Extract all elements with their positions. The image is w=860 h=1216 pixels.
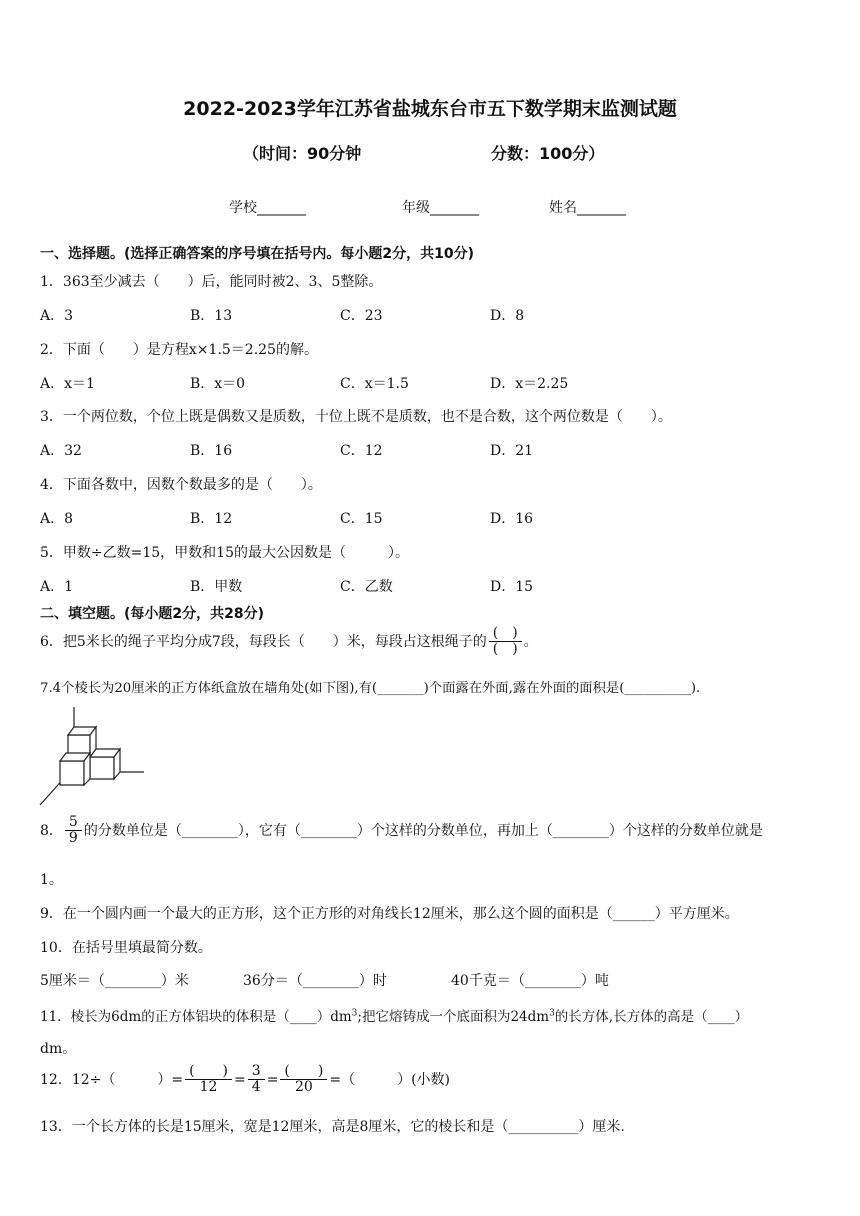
q12-end: =（ ）(小数) [329,1071,451,1088]
q2-option-a: A．x＝1 [40,376,95,392]
q12-f2-denominator: 4 [251,1079,261,1096]
question-8-continued: 1。 [40,872,63,888]
q12-f1-numerator: ( ) [185,1064,232,1080]
q6-end: 。 [523,633,538,650]
q4-option-c: C．15 [340,511,383,527]
question-12 [40,1064,450,1096]
q12-f3-numerator: ( ) [280,1064,327,1080]
q8-denominator: 9 [68,830,78,847]
q12-f1-denominator: 12 [199,1079,218,1096]
q3-option-b: B．16 [190,443,233,459]
q1-option-c: C．23 [340,308,383,324]
cube-corner-figure [38,705,148,807]
q6-numerator: ( ) [489,626,522,642]
q12-fraction-2 [248,1064,265,1096]
section1-heading: 一、选择题。(选择正确答案的序号填在括号内。每小题2分，共10分) [40,246,475,262]
q6-fraction [489,626,522,658]
q2-option-c: C．x＝1.5 [340,376,409,392]
question-1: 1．363至少减去（ ）后，能同时被2、3、5整除。 [40,274,383,290]
exam-time: （时间：90分钟 [243,144,362,163]
q12-fraction-1 [185,1064,232,1096]
q8-prefix: 8． [40,822,63,839]
school-field: 学校_______ [229,200,306,216]
q6-text: 6．把5米长的绳子平均分成7段，每段长（ ）米，每段占这根绳子的 [40,633,487,650]
exam-score: 分数：100分） [491,144,605,163]
question-5: 5．甲数÷乙数=15，甲数和15的最大公因数是（ ）。 [40,545,409,561]
q12-eq-2: = [266,1071,279,1088]
q10-item-a: 5厘米＝（________）米 [40,973,189,989]
q1-option-a: A．3 [40,308,74,324]
question-6 [40,626,538,658]
q11-part-b: ;把它熔铸成一个底面积为24dm [357,1009,550,1025]
q12-f3-denominator: 20 [294,1079,313,1096]
question-13: 13．一个长方体的长是15厘米，宽是12厘米，高是8厘米，它的棱长和是（__________）厘米. [40,1119,625,1135]
question-7: 7.4个棱长为20厘米的正方体纸盒放在墙角处(如下图),有(_______)个面露在外面,露在外面的面积是(__________). [40,681,701,696]
question-8 [40,815,763,847]
question-4: 4．下面各数中，因数个数最多的是（ ）。 [40,477,322,493]
q2-option-b: B．x＝0 [190,376,246,392]
q12-eq-1: = [234,1071,246,1088]
q10-item-b: 36分＝（________）时 [243,973,387,989]
q5-option-a: A．1 [40,579,74,595]
q3-option-d: D．21 [490,443,534,459]
question-10: 10．在括号里填最简分数。 [40,940,212,956]
q1-option-b: B．13 [190,308,233,324]
q5-option-d: D．15 [490,579,534,595]
q5-option-c: C．乙数 [340,579,393,595]
page-title: 2022-2023学年江苏省盐城东台市五下数学期末监测试题 [183,98,677,120]
grade-field: 年级_______ [402,200,479,216]
q11-sup-2: 3 [549,1008,555,1019]
q11-part-c: 的长方体,长方体的高是（____） [554,1009,749,1025]
name-field: 姓名_______ [549,200,626,216]
q8-text: 的分数单位是（________），它有（________）个这样的分数单位，再加上（________）个这样的分数单位就是 [83,822,763,839]
q10-item-c: 40千克＝（________）吨 [451,973,609,989]
q4-option-d: D．16 [490,511,534,527]
q12-prefix: 12．12÷（ ）= [40,1071,184,1088]
q8-fraction [65,815,82,847]
q11-part-a: 11．棱长为6dm的正方体铝块的体积是（____）dm [40,1009,352,1025]
question-3: 3．一个两位数，个位上既是偶数又是质数，十位上既不是质数，也不是合数，这个两位数是（ ）。 [40,409,672,425]
q3-option-a: A．32 [40,443,82,459]
question-11-continued: dm。 [40,1041,77,1057]
q2-option-d: D．x＝2.25 [490,376,569,392]
q5-option-b: B．甲数 [190,579,243,595]
q4-option-b: B．12 [190,511,233,527]
q4-option-a: A．8 [40,511,74,527]
q11-sup-1: 3 [351,1008,358,1019]
q6-denominator: ( ) [492,641,518,658]
q12-f2-numerator: 3 [248,1064,265,1080]
q12-fraction-3 [280,1064,327,1096]
q8-numerator: 5 [65,815,82,831]
section2-heading: 二、填空题。(每小题2分，共28分) [40,606,265,622]
q3-option-c: C．12 [340,443,383,459]
question-11 [40,1005,748,1025]
question-2: 2．下面（ ）是方程x×1.5＝2.25的解。 [40,342,318,358]
q1-option-d: D．8 [490,308,525,324]
question-9: 9．在一个圆内画一个最大的正方形，这个正方形的对角线长12厘米，那么这个圆的面积是（______）平方厘米。 [40,906,739,922]
